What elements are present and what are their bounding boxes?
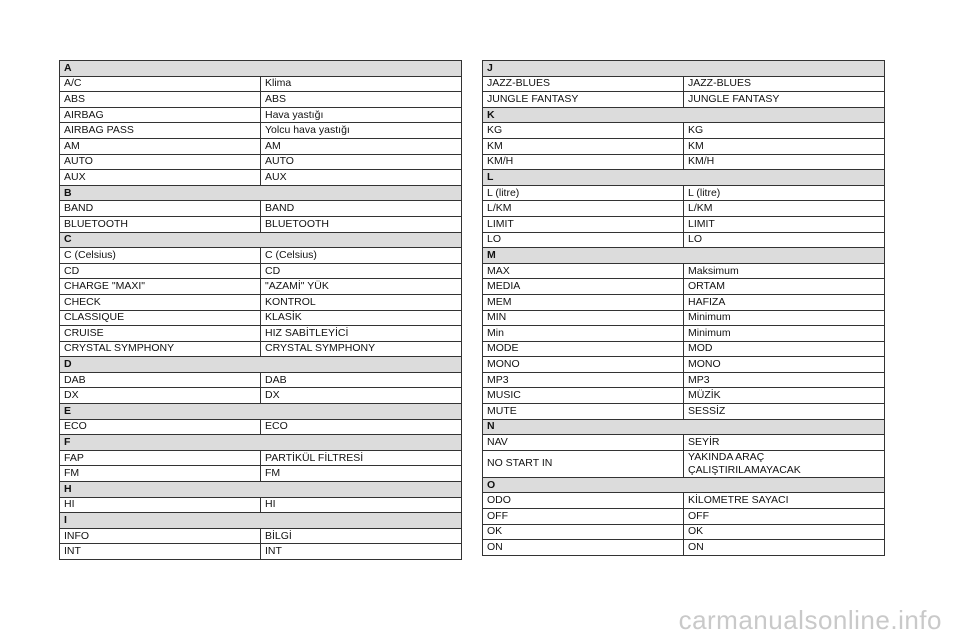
term-translation: BLUETOOTH bbox=[261, 216, 462, 232]
term-translation: MONO bbox=[684, 357, 885, 373]
table-row bbox=[483, 493, 885, 509]
table-row bbox=[483, 326, 885, 342]
table-row bbox=[483, 341, 885, 357]
term-translation: Maksimum bbox=[684, 263, 885, 279]
section-letter: A bbox=[60, 61, 462, 77]
term-abbreviation: JUNGLE FANTASY bbox=[483, 92, 684, 108]
section-header-row bbox=[60, 61, 462, 77]
table-row bbox=[60, 216, 462, 232]
table-row bbox=[483, 388, 885, 404]
term-translation: HAFIZA bbox=[684, 294, 885, 310]
section-header-row bbox=[60, 482, 462, 498]
term-translation: KLASİK bbox=[261, 310, 462, 326]
term-translation: ON bbox=[684, 540, 885, 556]
term-translation: KM/H bbox=[684, 154, 885, 170]
watermark-text: carmanualsonline.info bbox=[678, 605, 942, 635]
section-letter: C bbox=[60, 232, 462, 248]
term-abbreviation: AIRBAG PASS bbox=[60, 123, 261, 139]
term-translation: AUTO bbox=[261, 154, 462, 170]
term-abbreviation: LO bbox=[483, 232, 684, 248]
term-translation: SESSİZ bbox=[684, 404, 885, 420]
term-translation: CD bbox=[261, 263, 462, 279]
section-header-row bbox=[483, 248, 885, 264]
term-translation: KONTROL bbox=[261, 294, 462, 310]
term-abbreviation: MODE bbox=[483, 341, 684, 357]
table-row bbox=[483, 123, 885, 139]
term-abbreviation: OK bbox=[483, 524, 684, 540]
term-translation: OFF bbox=[684, 509, 885, 525]
table-row bbox=[60, 107, 462, 123]
section-letter: E bbox=[60, 404, 462, 420]
term-abbreviation: BLUETOOTH bbox=[60, 216, 261, 232]
term-translation: INT bbox=[261, 544, 462, 560]
term-translation: KG bbox=[684, 123, 885, 139]
term-translation: JUNGLE FANTASY bbox=[684, 92, 885, 108]
term-translation: L/KM bbox=[684, 201, 885, 217]
section-header-row bbox=[60, 513, 462, 529]
section-header-row bbox=[60, 357, 462, 373]
term-abbreviation: MUTE bbox=[483, 404, 684, 420]
term-translation: MÜZİK bbox=[684, 388, 885, 404]
term-abbreviation: ODO bbox=[483, 493, 684, 509]
section-letter: H bbox=[60, 482, 462, 498]
table-row bbox=[483, 404, 885, 420]
table-row bbox=[60, 497, 462, 513]
term-translation: OK bbox=[684, 524, 885, 540]
section-letter: F bbox=[60, 435, 462, 451]
section-header-row bbox=[483, 170, 885, 186]
section-letter: I bbox=[60, 513, 462, 529]
table-row bbox=[60, 170, 462, 186]
term-translation: Hava yastığı bbox=[261, 107, 462, 123]
table-row bbox=[483, 138, 885, 154]
term-translation: BAND bbox=[261, 201, 462, 217]
table-row bbox=[483, 540, 885, 556]
term-translation: Klima bbox=[261, 76, 462, 92]
table-row bbox=[60, 326, 462, 342]
table-row bbox=[60, 372, 462, 388]
term-translation: YAKINDA ARAÇ ÇALIŞTIRILAMAYACAK bbox=[684, 450, 885, 477]
table-row bbox=[483, 263, 885, 279]
term-translation: Minimum bbox=[684, 326, 885, 342]
term-abbreviation: L (litre) bbox=[483, 185, 684, 201]
term-abbreviation: KG bbox=[483, 123, 684, 139]
table-row bbox=[60, 544, 462, 560]
term-abbreviation: AIRBAG bbox=[60, 107, 261, 123]
term-abbreviation: ECO bbox=[60, 419, 261, 435]
table-row bbox=[483, 279, 885, 295]
term-abbreviation: ABS bbox=[60, 92, 261, 108]
section-letter: L bbox=[483, 170, 885, 186]
term-translation: Minimum bbox=[684, 310, 885, 326]
table-row bbox=[60, 154, 462, 170]
table-row bbox=[60, 279, 462, 295]
table-row bbox=[60, 466, 462, 482]
term-translation: BİLGİ bbox=[261, 528, 462, 544]
term-translation: DAB bbox=[261, 372, 462, 388]
term-abbreviation: MONO bbox=[483, 357, 684, 373]
table-row bbox=[60, 76, 462, 92]
term-translation: HIZ SABİTLEYİCİ bbox=[261, 326, 462, 342]
term-abbreviation: KM/H bbox=[483, 154, 684, 170]
section-header-row bbox=[483, 107, 885, 123]
table-row bbox=[60, 419, 462, 435]
glossary-column-left bbox=[59, 60, 462, 560]
term-translation: MOD bbox=[684, 341, 885, 357]
term-abbreviation: MEDIA bbox=[483, 279, 684, 295]
table-row bbox=[60, 92, 462, 108]
glossary-table-left bbox=[59, 60, 462, 560]
term-translation: L (litre) bbox=[684, 185, 885, 201]
table-row bbox=[60, 138, 462, 154]
section-header-row bbox=[483, 61, 885, 77]
term-abbreviation: CHECK bbox=[60, 294, 261, 310]
section-header-row bbox=[483, 419, 885, 435]
term-translation: FM bbox=[261, 466, 462, 482]
table-row bbox=[60, 294, 462, 310]
term-abbreviation: AUTO bbox=[60, 154, 261, 170]
table-row bbox=[483, 357, 885, 373]
term-translation: Yolcu hava yastığı bbox=[261, 123, 462, 139]
term-translation: ORTAM bbox=[684, 279, 885, 295]
term-translation: PARTİKÜL FİLTRESİ bbox=[261, 450, 462, 466]
term-translation: KİLOMETRE SAYACI bbox=[684, 493, 885, 509]
section-letter: M bbox=[483, 248, 885, 264]
table-row bbox=[60, 341, 462, 357]
term-abbreviation: MEM bbox=[483, 294, 684, 310]
term-abbreviation: AM bbox=[60, 138, 261, 154]
table-row bbox=[60, 450, 462, 466]
term-translation: C (Celsius) bbox=[261, 248, 462, 264]
term-translation: HI bbox=[261, 497, 462, 513]
section-letter: O bbox=[483, 477, 885, 493]
term-translation: JAZZ-BLUES bbox=[684, 76, 885, 92]
table-row bbox=[483, 310, 885, 326]
term-translation: LIMIT bbox=[684, 216, 885, 232]
section-header-row bbox=[483, 477, 885, 493]
term-abbreviation: INT bbox=[60, 544, 261, 560]
section-letter: D bbox=[60, 357, 462, 373]
section-letter: B bbox=[60, 185, 462, 201]
table-row bbox=[483, 509, 885, 525]
section-header-row bbox=[60, 435, 462, 451]
table-row bbox=[60, 310, 462, 326]
term-abbreviation: MIN bbox=[483, 310, 684, 326]
term-translation: "AZAMİ" YÜK bbox=[261, 279, 462, 295]
term-translation: CRYSTAL SYMPHONY bbox=[261, 341, 462, 357]
term-abbreviation: CRYSTAL SYMPHONY bbox=[60, 341, 261, 357]
term-abbreviation: MUSIC bbox=[483, 388, 684, 404]
term-abbreviation: INFO bbox=[60, 528, 261, 544]
term-translation: LO bbox=[684, 232, 885, 248]
term-abbreviation: OFF bbox=[483, 509, 684, 525]
term-abbreviation: AUX bbox=[60, 170, 261, 186]
term-translation: AM bbox=[261, 138, 462, 154]
table-row bbox=[60, 263, 462, 279]
term-abbreviation: ON bbox=[483, 540, 684, 556]
section-header-row bbox=[60, 232, 462, 248]
term-abbreviation: KM bbox=[483, 138, 684, 154]
section-letter: J bbox=[483, 61, 885, 77]
glossary-column-right bbox=[482, 60, 885, 556]
section-letter: K bbox=[483, 107, 885, 123]
table-row bbox=[483, 450, 885, 477]
table-row bbox=[483, 76, 885, 92]
term-abbreviation: CLASSIQUE bbox=[60, 310, 261, 326]
table-row bbox=[483, 294, 885, 310]
term-abbreviation: CHARGE "MAXI" bbox=[60, 279, 261, 295]
table-row bbox=[60, 388, 462, 404]
term-abbreviation: FM bbox=[60, 466, 261, 482]
section-letter: N bbox=[483, 419, 885, 435]
term-abbreviation: C (Celsius) bbox=[60, 248, 261, 264]
table-row bbox=[483, 216, 885, 232]
term-translation: SEYİR bbox=[684, 435, 885, 451]
term-abbreviation: CD bbox=[60, 263, 261, 279]
term-abbreviation: DX bbox=[60, 388, 261, 404]
table-row bbox=[60, 528, 462, 544]
section-header-row bbox=[60, 404, 462, 420]
table-row bbox=[483, 185, 885, 201]
term-translation: KM bbox=[684, 138, 885, 154]
term-translation: ABS bbox=[261, 92, 462, 108]
section-header-row bbox=[60, 185, 462, 201]
term-abbreviation: NO START IN bbox=[483, 450, 684, 477]
glossary-table-right bbox=[482, 60, 885, 556]
table-row bbox=[483, 201, 885, 217]
term-abbreviation: HI bbox=[60, 497, 261, 513]
term-translation: DX bbox=[261, 388, 462, 404]
term-translation: AUX bbox=[261, 170, 462, 186]
table-row bbox=[483, 232, 885, 248]
table-row bbox=[60, 201, 462, 217]
table-row bbox=[483, 524, 885, 540]
term-abbreviation: MP3 bbox=[483, 372, 684, 388]
table-row bbox=[483, 435, 885, 451]
term-abbreviation: L/KM bbox=[483, 201, 684, 217]
term-abbreviation: JAZZ-BLUES bbox=[483, 76, 684, 92]
term-translation: MP3 bbox=[684, 372, 885, 388]
term-abbreviation: A/C bbox=[60, 76, 261, 92]
term-abbreviation: DAB bbox=[60, 372, 261, 388]
table-row bbox=[60, 123, 462, 139]
term-abbreviation: MAX bbox=[483, 263, 684, 279]
term-abbreviation: CRUISE bbox=[60, 326, 261, 342]
term-abbreviation: Min bbox=[483, 326, 684, 342]
table-row bbox=[60, 248, 462, 264]
term-abbreviation: FAP bbox=[60, 450, 261, 466]
term-abbreviation: BAND bbox=[60, 201, 261, 217]
table-row bbox=[483, 92, 885, 108]
table-row bbox=[483, 372, 885, 388]
term-abbreviation: NAV bbox=[483, 435, 684, 451]
term-translation: ECO bbox=[261, 419, 462, 435]
table-row bbox=[483, 154, 885, 170]
term-abbreviation: LIMIT bbox=[483, 216, 684, 232]
